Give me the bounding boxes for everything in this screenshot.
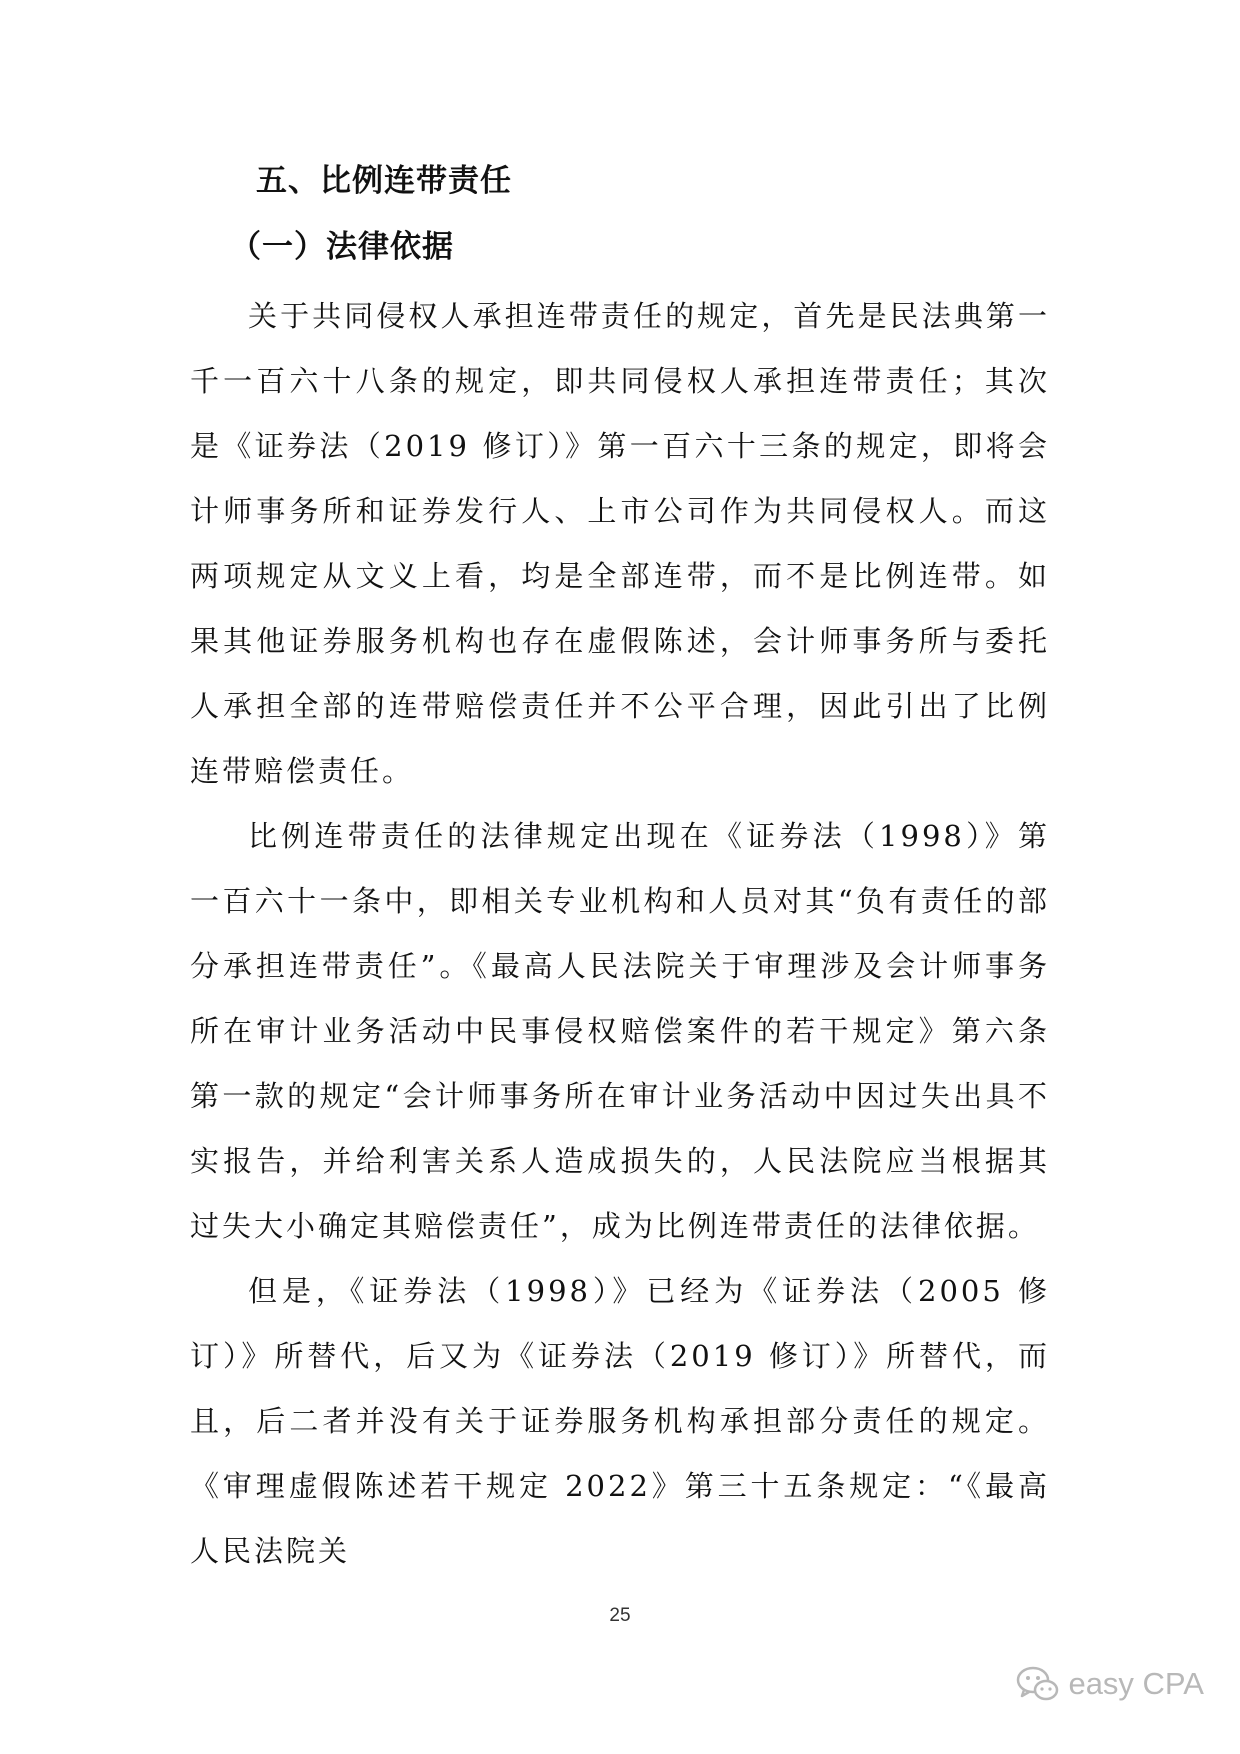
paragraph-3: 但是，《证券法（1998）》已经为《证券法（2005 修订）》所替代，后又为《证券法（2019 修订）》所替代，而且，后二者并没有关于证券服务机构承担部分责任的规定。《审理虚假陈述若干规定 2022》第三十五条规定：“《最高人民法院关 — [190, 1274, 1050, 1568]
wechat-icon — [1016, 1665, 1060, 1703]
paragraph-1: 关于共同侵权人承担连带责任的规定，首先是民法典第一千一百六十八条的规定，即共同侵权人承担连带责任；其次是《证券法（2019 修订）》第一百六十三条的规定，即将会计师事务所和证券发行人、上市公司作为共同侵权人。而这两项规定从文义上看，均是全部连带，而不是比例连带。如果其他证券服务机构也存在虚假陈述，会计师事务所与委托人承担全部的连带赔偿责任并不公平合理，因此引出了比例连带赔偿责任。 — [190, 299, 1050, 788]
document-body — [190, 156, 1050, 1584]
watermark-text: easy CPA — [1068, 1666, 1204, 1701]
watermark — [1016, 1665, 1204, 1703]
paragraph-2: 比例连带责任的法律规定出现在《证券法（1998）》第一百六十一条中，即相关专业机构和人员对其“负有责任的部分承担连带责任”。《最高人民法院关于审理涉及会计师事务所在审计业务活动中民事侵权赔偿案件的若干规定》第六条第一款的规定“会计师事务所在审计业务活动中因过失出具不实报告，并给利害关系人造成损失的，人民法院应当根据其过失大小确定其赔偿责任”，成为比例连带责任的法律依据。 — [190, 819, 1050, 1243]
page-number: 25 — [609, 1605, 631, 1626]
subsection-heading: （一）法律依据 — [230, 229, 454, 265]
section-heading: 五、比例连带责任 — [256, 163, 512, 199]
